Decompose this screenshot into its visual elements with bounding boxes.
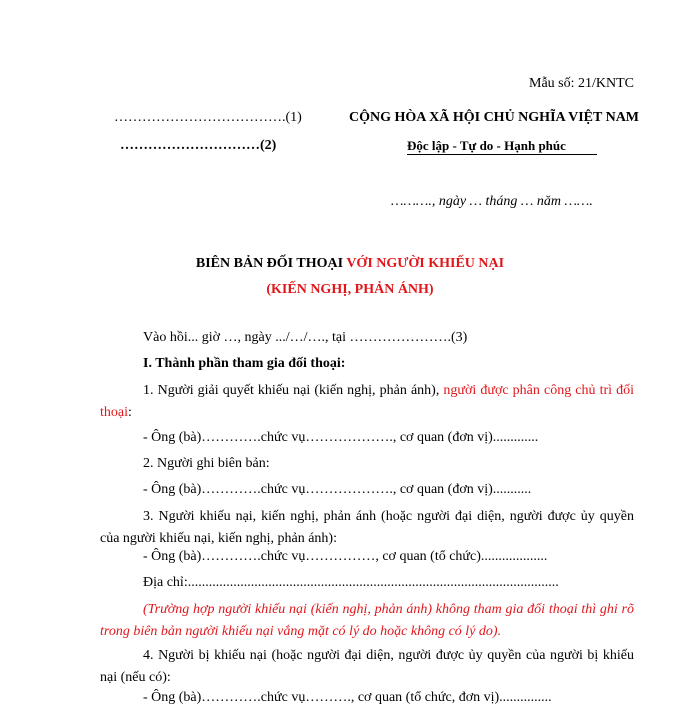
item1-red-text: người được phân công chủ trì đối thoại [100,383,635,420]
time-place-line: Vào hồi... giờ …, ngày .../…/…., tại ………………….(3) [143,330,468,345]
absence-note: (Trường hợp người khiếu nại (kiến nghị, phản ánh) không tham gia đối thoại thì ghi rõ trong biên bản người khiếu nại vắng mặt có lý do hoặc không có lý do). [100,602,634,639]
address-line: Địa chỉ:.......................................................................................................... [143,575,559,590]
item3-text: 3. Người khiếu nại, kiến nghị, phản ánh (hoặc người đại diện, người được ủy quyền của người khiếu nại, kiến nghị, phản ánh): [100,509,634,546]
item1-end: : [128,405,132,420]
title-black: BIÊN BẢN ĐỐI THOẠI [195,256,347,271]
item1-paragraph [100,380,634,424]
agency-line-2: …………………………(2) [120,138,277,153]
motto: Độc lập - Tự do - Hạnh phúc [407,138,566,153]
item4-person: - Ông (bà)………….chức vụ………., cơ quan (tổ chức, đơn vị)............... [143,690,552,705]
motto-underline [407,154,597,155]
item1-text: 1. Người giải quyết khiếu nại (kiến nghị, phản ánh), [143,383,444,398]
form-number: Mẫu số: 21/KNTC [529,76,634,91]
document-title [0,256,700,272]
item2-person: - Ông (bà)………….chức vụ………………., cơ quan (đơn vị)........... [143,482,532,497]
item1-person: - Ông (bà)………….chức vụ………………., cơ quan (đơn vị)............. [143,430,539,445]
item2-text: 2. Người ghi biên bản: [143,456,270,471]
agency-line-1: ……………………………….(1) [114,110,302,125]
date-line: ………., ngày … tháng … năm ……. [391,194,593,209]
document-subtitle: (KIẾN NGHỊ, PHẢN ÁNH) [266,282,434,297]
item4-text: 4. Người bị khiếu nại (hoặc người đại diện, người được ủy quyền của người bị khiếu nại (nếu có): [100,648,634,685]
section1-heading: I. Thành phần tham gia đối thoại: [143,356,346,371]
nation-title: CỘNG HÒA XÃ HỘI CHỦ NGHĨA VIỆT NAM [349,110,640,125]
title-red: VỚI NGƯỜI KHIẾU NẠI [346,256,505,271]
item3-person: - Ông (bà)………….chức vụ……………, cơ quan (tổ chức)................... [143,549,548,564]
